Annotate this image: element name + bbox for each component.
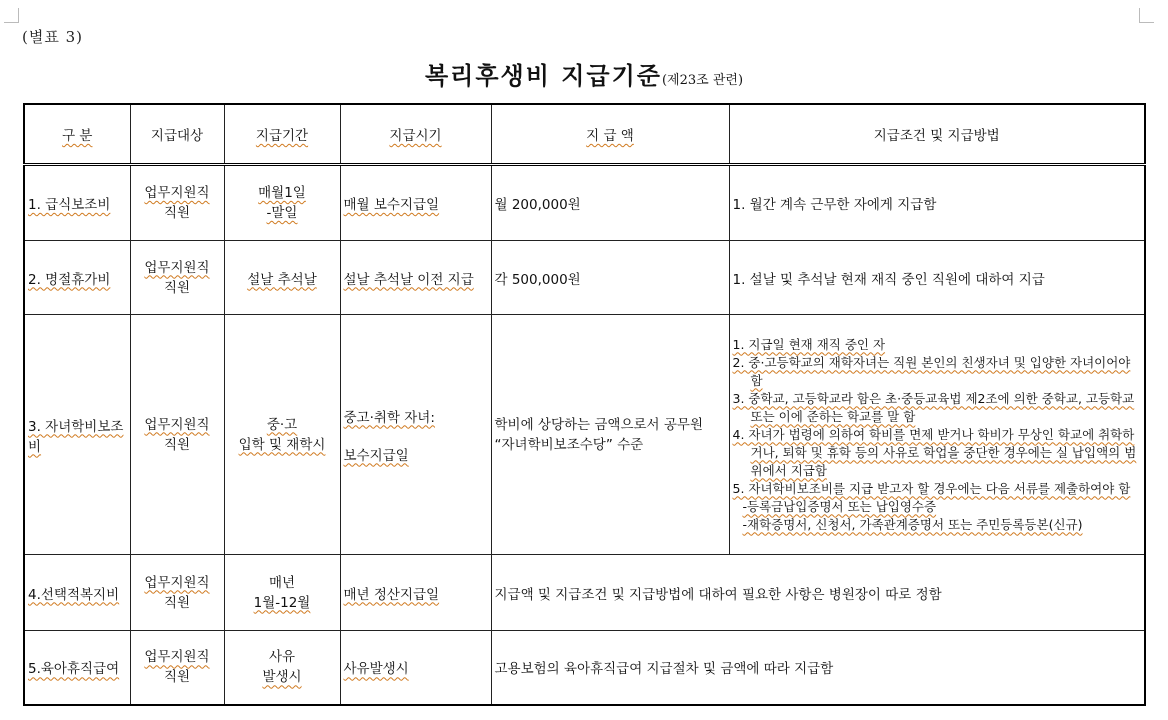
row-merged-text: 지급액 및 지급조건 및 지급방법에 대하여 필요한 사항은 병원장이 따로 정함 — [491, 555, 1145, 631]
row-target: 업무지원직 직원 — [130, 165, 224, 241]
header-category: 구 분 — [24, 104, 130, 165]
header-period: 지급기간 — [224, 104, 340, 165]
row-period: 설날 추석날 — [224, 241, 340, 315]
row-category: 2. 명절휴가비 — [24, 241, 130, 315]
page-corner-mark-left — [4, 8, 19, 23]
row-amount: 월 200,000원 — [491, 165, 729, 241]
table-header-row — [24, 104, 1145, 165]
page-title: 복리후생비 지급기준 — [424, 61, 662, 90]
header-condition: 지급조건 및 지급방법 — [729, 104, 1145, 165]
row-period: 매년 1월-12월 — [224, 555, 340, 631]
row-condition: 1. 설날 및 추석날 현재 재직 중인 직원에 대하여 지급 — [729, 241, 1145, 315]
row-timing: 설날 추석날 이전 지급 — [340, 241, 491, 315]
list-item: 1. 지급일 현재 재직 중인 자 — [732, 336, 886, 352]
row-target: 업무지원직 직원 — [130, 241, 224, 315]
row-timing: 중고·취학 자녀: 보수지급일 — [340, 315, 491, 555]
condition-list — [733, 336, 1142, 534]
row-period: 사유 발생시 — [224, 631, 340, 705]
row-timing: 매월 보수지급일 — [340, 165, 491, 241]
header-amount: 지 급 액 — [491, 104, 729, 165]
row-merged-text: 고용보험의 육아휴직급여 지급절차 및 금액에 따라 지급함 — [491, 631, 1145, 705]
header-target: 지급대상 — [130, 104, 224, 165]
row-conditions — [729, 315, 1145, 555]
title-block — [0, 56, 1168, 91]
list-item: 3. 중학교, 고등학교라 함은 초·중등교육법 제2조에 의한 중학교, 고등학교 또는 이에 준하는 학교를 말 함 — [732, 390, 1135, 424]
row-target: 업무지원직 직원 — [130, 315, 224, 555]
welfare-criteria-table — [23, 103, 1146, 706]
list-item: 4. 자녀가 법령에 의하여 학비를 면제 받거나 학비가 무상인 학교에 취학하거나, 퇴학 및 휴학 등의 사유로 학업을 중단한 경우에는 실 납입액의 범위에서 지급함 — [732, 426, 1137, 478]
row-period: 매월1일 -말일 — [224, 165, 340, 241]
row-target: 업무지원직 직원 — [130, 631, 224, 705]
table-row — [24, 165, 1145, 241]
row-target: 업무지원직 직원 — [130, 555, 224, 631]
annex-label: (별표 3) — [22, 28, 83, 46]
table-row — [24, 315, 1145, 555]
row-category: 4.선택적복지비 — [24, 555, 130, 631]
row-category: 3. 자녀학비보조비 — [24, 315, 130, 555]
row-amount: 각 500,000원 — [491, 241, 729, 315]
table-row — [24, 555, 1145, 631]
row-timing: 매년 정산지급일 — [340, 555, 491, 631]
list-item: 2. 중·고등학교의 재학자녀는 직원 본인의 친생자녀 및 입양한 자녀이어야 함 — [732, 354, 1131, 388]
list-item: -재학증명서, 신청서, 가족관계증명서 또는 주민등록등본(신규) — [742, 516, 1083, 532]
table-row — [24, 631, 1145, 705]
list-item: -등록금납입증명서 또는 납입영수증 — [742, 498, 937, 514]
title-note: (제23조 관련) — [661, 73, 744, 88]
row-period: 중·고 입학 및 재학시 — [224, 315, 340, 555]
row-category: 5.육아휴직급여 — [24, 631, 130, 705]
list-item: 5. 자녀학비보조비를 지급 받고자 할 경우에는 다음 서류를 제출하여야 함 — [732, 480, 1131, 496]
row-timing: 사유발생시 — [340, 631, 491, 705]
table-row — [24, 241, 1145, 315]
row-category: 1. 급식보조비 — [24, 165, 130, 241]
header-timing: 지급시기 — [340, 104, 491, 165]
row-amount: 학비에 상당하는 금액으로서 공무원 “자녀학비보조수당” 수준 — [491, 315, 729, 555]
row-condition: 1. 월간 계속 근무한 자에게 지급함 — [729, 165, 1145, 241]
page-corner-mark-right — [1139, 8, 1154, 23]
